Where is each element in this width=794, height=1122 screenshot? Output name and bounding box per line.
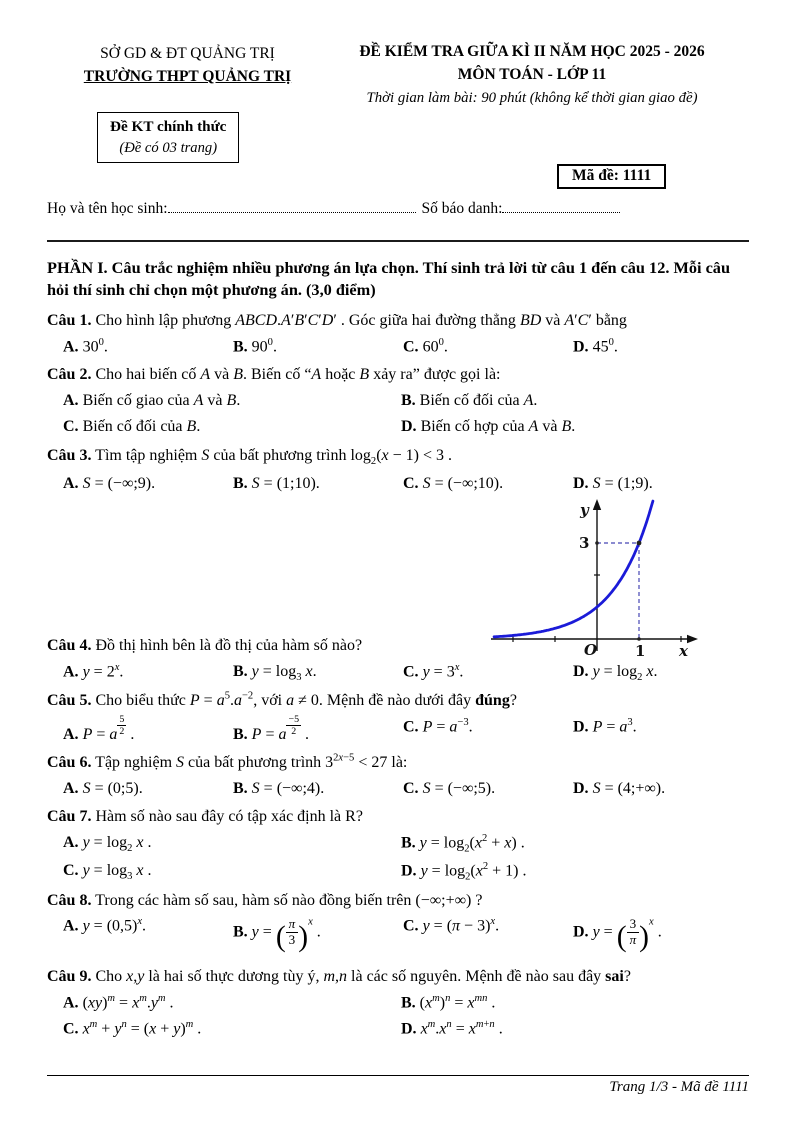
question-2-option-C: C. Biến cố đối của B.: [63, 418, 201, 436]
x-axis-label: x: [679, 642, 688, 661]
question-2: [47, 362, 749, 440]
question-7: [47, 804, 749, 885]
question-6-option-C: C. S = (−∞;5).: [403, 779, 496, 797]
question-4-option-B: B. $y = \log_3 x$.: [233, 662, 317, 683]
question-3-option-B: B. S = (1;10).: [233, 474, 320, 492]
student-info-line: [47, 199, 757, 218]
question-8-option-C: C. $y = (\pi - 3)^x$.: [403, 916, 500, 935]
y-tick-3: 3: [579, 534, 590, 553]
question-2-option-A: A. Biến cố giao của A và B.: [63, 391, 241, 409]
question-9-option-B: B. $(x^m)^n = x^{mn}$ .: [401, 992, 496, 1011]
official-exam-label: Đề KT chính thức: [110, 118, 227, 135]
question-3-options: [47, 471, 749, 497]
question-8-option-A: A. $y = (0,5)^x$.: [63, 916, 147, 935]
question-1-text: Câu 1. Cho hình lập phương ABCD.A′B′C′D′ . Góc giữa hai đường thẳng BD và A′C′ bằng: [47, 311, 627, 329]
question-2-text: Câu 2. Cho hai biến cố A và B. Biến cố “A hoặc B xảy ra” được gọi là:: [47, 366, 501, 384]
question-6-option-B: B. S = (−∞;4).: [233, 779, 325, 797]
official-exam-box: [97, 112, 239, 163]
exam-code-box: Mã đề: 1111: [557, 164, 666, 189]
question-3-text: Câu 3. Tìm tập nghiệm S của bất phương trình $\log_2(x - 1) < 3$ .: [47, 446, 453, 467]
question-5-option-B: B. P = a $^{\frac{-5}{2}}$ .: [233, 713, 310, 743]
page-footer: [47, 1075, 749, 1096]
question-7-option-A: A. $y = \log_2 x$ .: [63, 833, 152, 854]
exam-subject: MÔN TOÁN - LỚP 11: [457, 66, 607, 84]
question-7-text: Câu 7. Hàm số nào sau đây có tập xác định là R?: [47, 808, 363, 826]
question-7-options: [47, 830, 749, 886]
question-1: [47, 308, 749, 360]
school-department: SỞ GD & ĐT QUẢNG TRỊ: [100, 45, 275, 62]
question-3-option-C: C. S = (−∞;10).: [403, 474, 504, 492]
question-8-text: Câu 8. Trong các hàm số sau, hàm số nào đồng biến trên (−∞;+∞) ?: [47, 891, 483, 909]
student-id-field: [502, 199, 620, 213]
question-9: [47, 964, 749, 1043]
question-1-option-B: B. $90^0$.: [233, 336, 277, 355]
question-5: [47, 688, 749, 748]
question-5-option-D: D. $P = a^3$.: [573, 716, 637, 736]
school-name: TRƯỜNG THPT QUẢNG TRỊ: [83, 68, 292, 86]
question-5-option-C: C. $P = a^{-3}$.: [403, 716, 473, 736]
question-2-option-D: D. Biến cố hợp của A và B.: [401, 418, 576, 436]
question-5-text: Câu 5. Cho biểu thức $P = a^5.a^{-2}$, với a ≠ 0. Mệnh đề nào dưới đây đúng?: [47, 691, 517, 710]
question-9-text: Câu 9. Cho x,y là hai số thực dương tùy ý, m,n là các số nguyên. Mệnh đề nào sau đây sai?: [47, 968, 631, 986]
school-header: [60, 42, 315, 89]
question-4-option-D: D. $y = \log_2 x$.: [573, 662, 658, 683]
question-3: [47, 443, 749, 497]
exam-header: [308, 40, 756, 109]
questions: [47, 308, 749, 1043]
question-2-option-B: B. Biến cố đối của A.: [401, 391, 538, 409]
question-6-options: [47, 776, 749, 802]
question-9-option-C: C. $x^m + y^n = (x + y)^m$ .: [63, 1019, 202, 1038]
question-3-option-D: D. S = (1;9).: [573, 474, 653, 492]
question-1-option-A: A. $30^0$.: [63, 336, 108, 355]
question-4-option-C: C. $y = 3^x$.: [403, 661, 464, 681]
question-3-option-A: A. S = (−∞;9).: [63, 474, 156, 492]
question-1-option-D: D. $45^0$.: [573, 336, 618, 355]
question-1-options: [47, 334, 749, 361]
question-8: [47, 888, 749, 962]
exam-body: [47, 257, 749, 1045]
question-7-option-B: B. $y = \log_2(x^2 + x)$ .: [401, 832, 525, 855]
page-count-note: (Đề có 03 trang): [119, 140, 218, 157]
question-7-option-D: D. $y = \log_2(x^2 + 1)$ .: [401, 860, 527, 883]
question-5-options: [47, 714, 749, 748]
question-9-option-D: D. $x^m.x^n = x^{m+n}$ .: [401, 1019, 503, 1038]
question-6-option-A: A. S = (0;5).: [63, 779, 143, 797]
part1-heading: PHẦN I. Câu trắc nghiệm nhiều phương án lựa chọn. Thí sinh trả lời từ câu 1 đến câu 12. Mỗi câu hỏi thí sinh chỉ chọn một phương án. (3,0 điểm): [47, 258, 731, 300]
header-separator-line: [47, 240, 749, 242]
question-6-text: Câu 6. Tập nghiệm S của bất phương trình $3^{2x-5} < 27$ là:: [47, 752, 408, 772]
question-6-option-D: D. S = (4;+∞).: [573, 779, 666, 797]
question-2-options: [47, 388, 749, 441]
y-axis-label: y: [580, 501, 589, 520]
question-4-option-A: A. $y = 2^x$.: [63, 661, 124, 681]
origin-label: O: [584, 641, 598, 660]
question-1-option-C: C. $60^0$.: [403, 336, 448, 355]
exam-title: ĐỀ KIỂM TRA GIỮA KÌ II NĂM HỌC 2025 - 2026: [359, 43, 705, 60]
question-6: [47, 750, 749, 802]
question-8-options: [47, 913, 749, 962]
question-9-option-A: A. $(xy)^m = x^m.y^m$ .: [63, 992, 174, 1011]
question-8-option-B: B. y = ( $\frac{\pi}{3}$ )$^x$ .: [233, 916, 321, 954]
question-8-option-D: D. y = ( $\frac{3}{\pi}$ )$^x$ .: [573, 916, 662, 954]
question-4-text: Câu 4. Đồ thị hình bên là đồ thị của hàm số nào?: [47, 637, 363, 655]
exponential-graph: [487, 495, 699, 663]
question-5-option-A: A. P = a $^{\frac{5}{2}}$ .: [63, 713, 135, 743]
exam-duration: Thời gian làm bài: 90 phút (không kể thời gian giao đề): [366, 89, 698, 106]
student-name-label: Họ và tên học sinh:: [47, 200, 168, 217]
question-7-option-C: C. $y = \log_3 x$ .: [63, 861, 152, 882]
page-header: [0, 0, 794, 248]
student-id-label: Số báo danh:: [421, 200, 503, 217]
x-tick-1: 1: [635, 642, 646, 661]
student-name-field: [168, 199, 416, 213]
page-number: Trang 1/3 - Mã đề 1111: [609, 1079, 749, 1095]
question-9-options: [47, 990, 749, 1043]
